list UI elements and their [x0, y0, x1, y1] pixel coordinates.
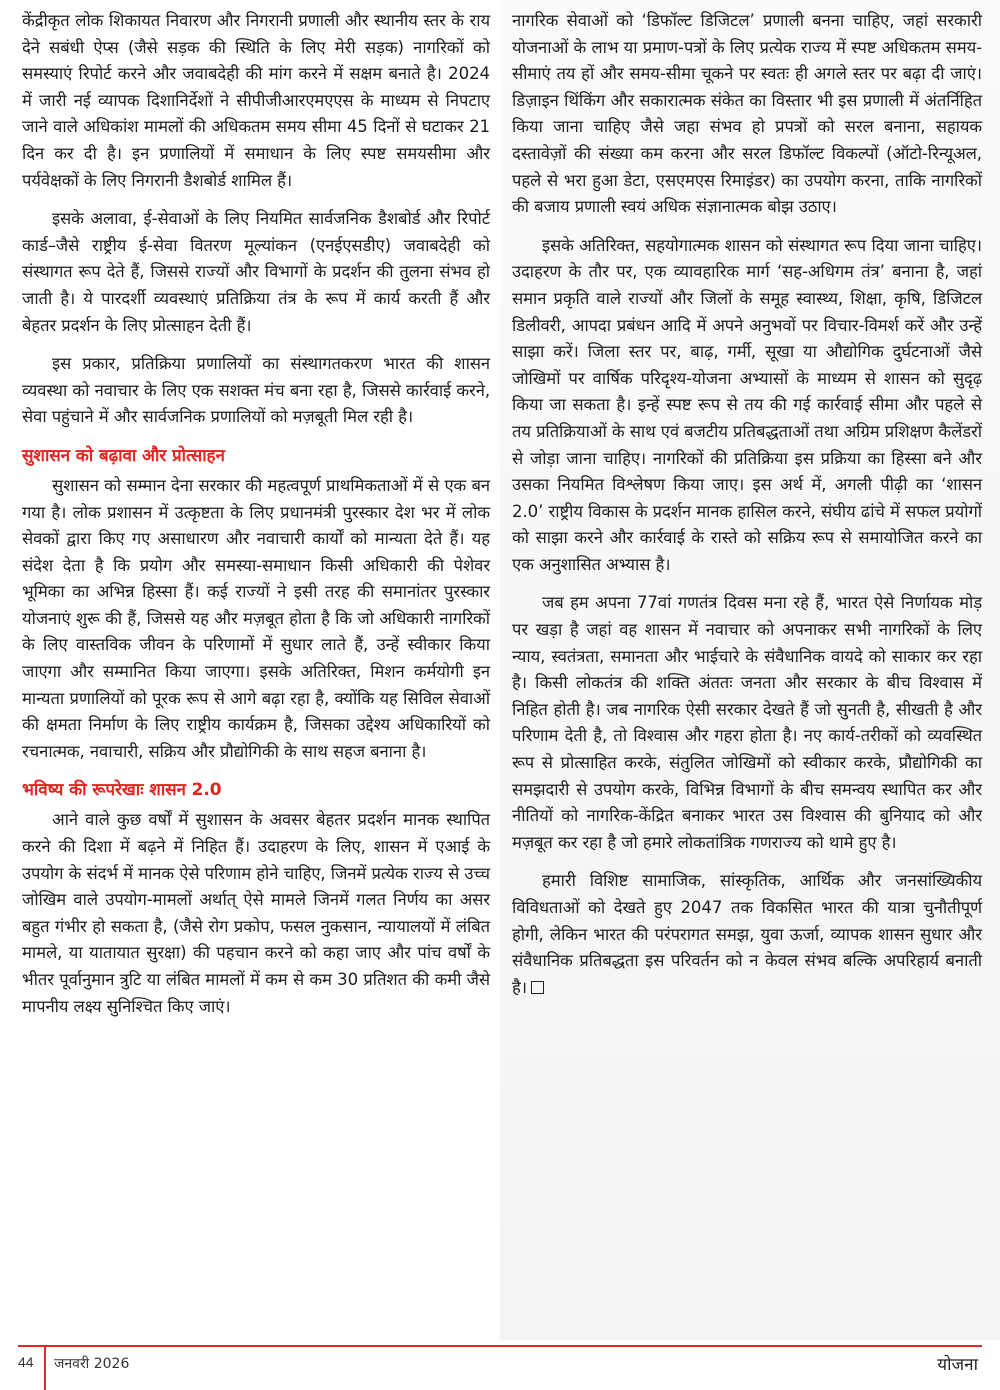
footer-divider	[44, 1345, 46, 1390]
paragraph-feedback-institutionalization: इस प्रकार, प्रतिक्रिया प्रणालियों का संस्थागतकरण भारत की शासन व्यवस्था को नवाचार के लिए एक सशक्त मंच बना रहा है, जिससे कार्रवाई करने, सेवा पहुंचाने में और सार्वजनिक प्रणालियों को मज़बूती मिल रही है।	[22, 354, 490, 427]
paragraph-collaborative-governance: इसके अतिरिक्त, सहयोगात्मक शासन को संस्थागत रूप दिया जाना चाहिए। उदाहरण के तौर पर, एक व्यावहारिक मार्ग ‘सह-अधिगम तंत्र’ बनाना है, जहां समान प्रकृति वाले राज्यों और जिलों के समूह स्वास्थ्य, शिक्षा, कृषि, डिजिटल डिलीवरी, आपदा प्रबंधन आदि में अपने अनुभवों पर विचार-विमर्श करें और उन्हें साझा करें। जिला स्तर पर, बाढ़, गर्मी, सूखा या औद्योगिक दुर्घटनाओं जैसे जोखिमों पर वार्षिक परिदृश्य-योजना अभ्यासों के माध्यम से शासन को सुदृढ़ किया जा सकता है। इन्हें स्पष्ट रूप से तय की गई कार्रवाई सीमा और पहले से तय प्रतिक्रियाओं के साथ एवं बजटीय प्रतिबद्धताओं तथा अग्रिम प्रशिक्षण कैलेंडरों से जोड़ा जाना चाहिए। नागरिकों की प्रतिक्रिया इस प्रक्रिया का हिस्सा बने और उसका नियमित विश्लेषण किया जाए। इस अर्थ में, अगली पीढ़ी का ‘शासन 2.0’ राष्ट्रीय विकास के प्रदर्शन मानक हासिल करने, संघीय ढांचे में सफल प्रयोगों को साझा करने और कार्रवाई के रास्ते को सक्रिय रूप से समायोजित करने का एक अनुशासित अभ्यास है।	[512, 235, 982, 574]
paragraph-public-dashboards: इसके अलावा, ई-सेवाओं के लिए नियमित सार्वजनिक डैशबोर्ड और रिपोर्ट कार्ड–जैसे राष्ट्रीय ई-सेवा वितरण मूल्यांकन (एनईएसडीए) जवाबदेही को संस्थागत रूप देते हैं, जिससे राज्यों और विभागों के प्रदर्शन की तुलना संभव हो जाती है। ये पारदर्शी व्यवस्थाएं प्रतिक्रिया तंत्र के रूप में कार्य करती हैं और बेहतर प्रदर्शन के लिए प्रोत्साहन देती हैं।	[22, 209, 490, 335]
footer-rule	[18, 1345, 982, 1347]
issue-date: जनवरी 2026	[54, 1356, 130, 1372]
paragraph-republic-day: जब हम अपना 77वां गणतंत्र दिवस मना रहे हैं, भारत ऐसे निर्णायक मोड़ पर खड़ा है जहां वह शासन में नवाचार को अपनाकर सभी नागरिकों के लिए न्याय, स्वतंत्रता, समानता और भाईचारे के संवैधानिक वायदे को साकार कर रहा है। किसी लोकतंत्र की शक्ति अंततः जनता और सरकार के बीच विश्वास में निहित होती है। जब नागरिक ऐसी सरकार देखते हैं जो सुनती है, सीखती है और परिणाम देती है, तो विश्वास और गहरा होता है। नए कार्य-तरीकों को व्यवस्थित रूप से प्रोत्साहित करके, संतुलित जोखिमों को स्वीकार करके, प्रौद्योगिकी का समझदारी से उपयोग करके, विभिन्न विभागों के बीच समन्वय स्थापित कर और नीतियों को नागरिक-केंद्रित बनाकर भारत उस विश्वास की बुनियाद को और मज़बूत कर रहा है जो हमारे लोकतांत्रिक गणराज्य को थामे हुए है।	[512, 593, 982, 852]
paragraph-future-standards: आने वाले कुछ वर्षों में सुशासन के अवसर बेहतर प्रदर्शन मानक स्थापित करने की दिशा में बढ़ने में निहित हैं। उदाहरण के लिए, शासन में एआई के उपयोग के संदर्भ में मानक ऐसे परिणाम होने चाहिए, जिनमें प्रत्येक राज्य से उच्च जोखिम वाले उपयोग-मामलों अर्थात् ऐसे मामले जिनमें गलत निर्णय का असर बहुत गंभीर हो सकता है, (जैसे रोग प्रकोप, फसल नुकसान, न्यायालयों में लंबित मामले, या यातायात सुरक्षा) की पहचान करने को कहा जाए और पांच वर्षों के भीतर पूर्वानुमान त्रुटि या लंबित मामलों में कम से कम 30 प्रतिशत की कमी जैसे मापनीय लक्ष्य सुनिश्चित किए जाएं।	[22, 810, 490, 1016]
paragraph-grievance-systems: केंद्रीकृत लोक शिकायत निवारण और निगरानी प्रणाली और स्थानीय स्तर के राय देने सबंधी ऐप्स (जैसे सड़क की स्थिति के लिए मेरी सड़क) नागरिकों को समस्याएं रिपोर्ट करने और जवाबदेही की मांग करने में सक्षम बनाते है। 2024 में जारी नई व्यापक दिशानिर्देशों ने सीपीजीआरएमएएस के माध्यम से निपटाए जाने वाले अधिकांश मामलों की अधिकतम समय सीमा 45 दिनों से घटाकर 21 दिन कर दी है। इन प्रणालियों में समाधान के लिए स्पष्ट समयसीमा और पर्यवेक्षकों के लिए निगरानी डैशबोर्ड शामिल हैं।	[22, 11, 490, 190]
page-number: 44	[18, 1354, 34, 1370]
paragraph-conclusion	[512, 868, 982, 1001]
section-heading-governance-2-0: भविष्य की रूपरेखाः शासन 2.0	[22, 780, 222, 801]
magazine-name: योजना	[937, 1355, 978, 1375]
end-of-article-square-icon	[531, 981, 544, 994]
paragraph-good-governance-awards: सुशासन को सम्मान देना सरकार की महत्वपूर्ण प्राथमिकताओं में से एक बन गया है। लोक प्रशासन में उत्कृष्टता के लिए प्रधानमंत्री पुरस्कार देश भर में लोक सेवकों द्वारा किए गए असाधारण और नवाचारी कार्यों को मान्यता देते हैं। यह संदेश देता है कि प्रयोग और समस्या-समाधान किसी अधिकारी की पेशेवर भूमिका का अभिन्न हिस्सा हैं। कई राज्यों ने इसी तरह की समानांतर पुरस्कार योजनाएं शुरू की हैं, जिससे यह और मज़बूत होता है कि जो अधिकारी नागरिकों के लिए वास्तविक जीवन के परिणामों में सुधार लाते हैं, उन्हें स्वीकार किया जाएगा और सम्मानित किया जाएगा। इसके अतिरिक्त, मिशन कर्मयोगी इन मान्यता प्रणालियों को पूरक रूप से आगे बढ़ा रहा है, क्योंकि यह सिविल सेवाओं की क्षमता निर्माण के लिए राष्ट्रीय कार्यक्रम है, जिसका उद्देश्य अधिकारियों को रचनात्मक, नवाचारी, सक्रिय और प्रौद्योगिकी के साथ सहज बनाना है।	[22, 475, 490, 761]
right-column	[512, 8, 982, 1013]
section-heading-good-governance: सुशासन को बढ़ावा और प्रोत्साहन	[22, 445, 225, 466]
conclusion-text: हमारी विशिष्ट सामाजिक, सांस्कृतिक, आर्थिक और जनसांख्यिकीय विविधताओं को देखते हुए 2047 तक विकसित भारत की यात्रा चुनौतीपूर्ण होगी, लेकिन भारत की परंपरागत समझ, युवा ऊर्जा, व्यापक शासन सुधार और संवैधानिक प्रतिबद्धता इस परिवर्तन को न केवल संभव बल्कि अपरिहार्य बनाती है।	[512, 871, 982, 997]
left-column	[22, 8, 490, 1032]
paragraph-default-digital: नागरिक सेवाओं को ‘डिफॉल्ट डिजिटल’ प्रणाली बनना चाहिए, जहां सरकारी योजनाओं के लाभ या प्रमाण-पत्रों के लिए प्रत्येक राज्य में स्पष्ट अधिकतम समय-सीमाएं तय हों और समय-सीमा चूकने पर स्वतः ही अगले स्तर पर बढ़ा दी जाएं। डिज़ाइन थिंकिंग और सकारात्मक संकेत का विस्तार भी इस प्रणाली में अंतर्निहित किया जाना चाहिए जैसे जहा संभव हो प्रपत्रों को सरल बनाना, सहायक दस्तावेज़ों की संख्या कम करना और सरल डिफॉल्ट विकल्पों (ऑटो-रिन्यूअल, पहले से भरा हुआ डेटा, एसएमएस रिमाइंडर) का उपयोग करना, ताकि नागरिकों की बजाय प्रणाली स्वयं अधिक संज्ञानात्मक बोझ उठाए।	[512, 11, 982, 217]
